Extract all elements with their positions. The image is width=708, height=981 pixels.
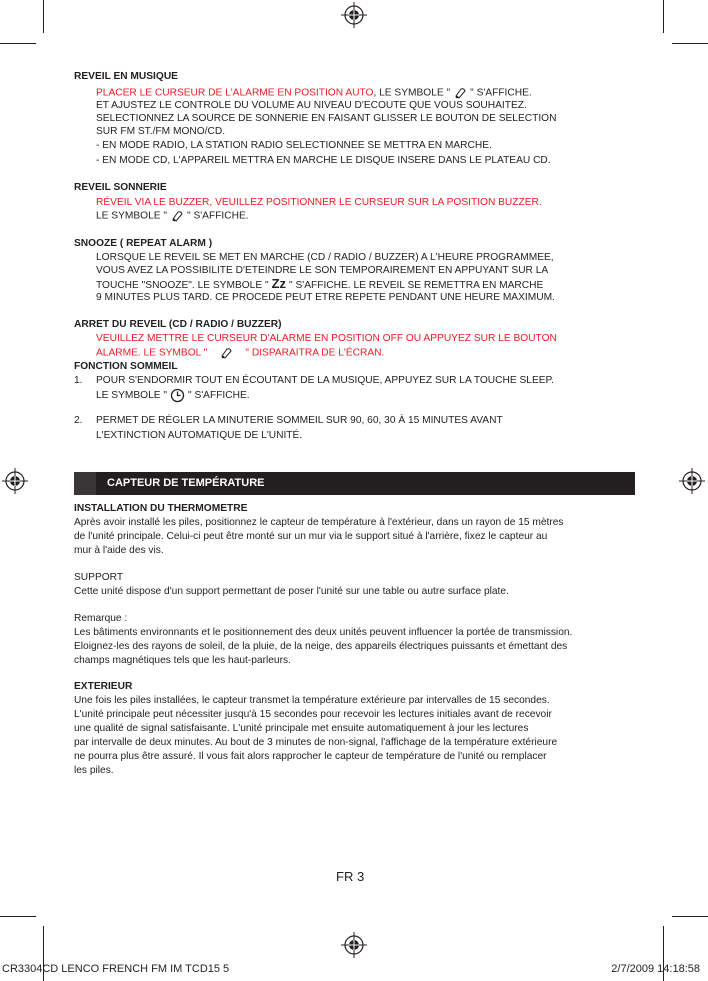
installation-heading: INSTALLATION DU THERMOMETRE xyxy=(74,503,248,514)
reveil-musique-line-4: SUR FM ST./FM MONO/CD. xyxy=(96,126,226,137)
snooze-line-1: LORSQUE LE REVEIL SE MET EN MARCHE (CD / RADIO / BUZZER) A L'HEURE PROGRAMMEE, xyxy=(96,252,554,263)
reveil-musique-line-3: SELECTIONNEZ LA SOURCE DE SONNERIE EN FAISANT GLISSER LE BOUTON DE SELECTION xyxy=(96,113,557,124)
symbol-text: " S'AFFICHE. xyxy=(470,87,532,99)
crop-mark xyxy=(663,0,664,33)
sommeil-heading: FONCTION SOMMEIL xyxy=(74,361,178,372)
registration-mark-icon xyxy=(2,468,28,494)
instruction-red: PLACER LE CURSEUR DE L'ALARME EN POSITION AUTO xyxy=(96,87,374,99)
registration-mark-icon xyxy=(341,2,367,28)
snooze-zz-icon: Zz xyxy=(271,276,287,291)
footer-timestamp: 2/7/2009 14:18:58 xyxy=(611,963,700,975)
registration-mark-icon xyxy=(679,468,705,494)
exterieur-line-3: une qualité de signal satisfaisante. L'unité principale met ensuite automatiquement à jour les lectures xyxy=(74,723,529,734)
exterieur-line-1: Une fois les piles installées, le capteur transmet la température extérieure par intervalles de 15 secondes. xyxy=(74,695,550,706)
bell-icon xyxy=(170,209,184,223)
reveil-musique-line-1 xyxy=(96,86,532,100)
clock-icon xyxy=(170,388,185,403)
sommeil-item-2-number: 2. xyxy=(74,415,83,426)
crop-mark xyxy=(0,916,36,917)
support-line-1: Cette unité dispose d'un support permettant de poser l'unité sur une table ou autre surface plate. xyxy=(74,586,509,597)
snooze-heading: SNOOZE ( REPEAT ALARM ) xyxy=(74,238,213,249)
section-bar-tab xyxy=(74,472,96,495)
arret-line-1: VEUILLEZ METTRE LE CURSEUR D'ALARME EN POSITION OFF OU APPUYEZ SUR LE BOUTON xyxy=(96,333,557,344)
arret-line-2 xyxy=(96,346,384,360)
symbol-text: ALARME. LE SYMBOL " xyxy=(96,347,208,359)
sommeil-item-1-line-2 xyxy=(96,388,250,403)
section-bar xyxy=(74,472,635,495)
reveil-musique-line-5: - EN MODE RADIO, LA STATION RADIO SELECTIONNEE SE METTRA EN MARCHE. xyxy=(96,140,492,151)
reveil-sonnerie-line-2 xyxy=(96,209,249,223)
crop-mark xyxy=(672,916,708,917)
symbol-text: LE SYMBOLE " xyxy=(96,210,167,222)
section-title: CAPTEUR DE TEMPÉRATURE xyxy=(107,477,265,489)
page-number: FR 3 xyxy=(336,869,365,884)
symbol-text: TOUCHE "SNOOZE". LE SYMBOLE " xyxy=(96,280,269,291)
crop-mark xyxy=(0,43,36,44)
reveil-sonnerie-heading: REVEIL SONNERIE xyxy=(74,182,167,193)
exterieur-line-6: les piles. xyxy=(74,765,114,776)
remarque-heading: Remarque : xyxy=(74,613,128,624)
bell-music-icon xyxy=(453,86,467,100)
installation-line-3: mur à l'aide des vis. xyxy=(74,545,164,556)
snooze-line-2: VOUS AVEZ LA POSSIBILITE D'ETEINDRE LE SON TEMPORAIREMENT EN APPUYANT SUR LA xyxy=(96,265,549,276)
installation-line-1: Après avoir installé les piles, positionnez le capteur de température à l'extérieur, dans un rayon de 15 mètres xyxy=(74,517,564,528)
sommeil-item-2-line-1: PERMET DE RÉGLER LA MINUTERIE SOMMEIL SUR 90, 60, 30 À 15 MINUTES AVANT xyxy=(96,415,503,426)
symbol-text: , LE SYMBOLE " xyxy=(373,87,451,99)
reveil-sonnerie-line-1: RÉVEIL VIA LE BUZZER, VEUILLEZ POSITIONNER LE CURSEUR SUR LA POSITION BUZZER. xyxy=(96,197,542,208)
reveil-musique-line-6: - EN MODE CD, L'APPAREIL METTRA EN MARCHE LE DISQUE INSERE DANS LE PLATEAU CD. xyxy=(96,155,551,166)
remarque-line-3: champs magnétiques tels que les haut-parleurs. xyxy=(74,655,291,666)
bell-icon xyxy=(219,346,233,360)
arret-heading: ARRET DU REVEIL (CD / RADIO / BUZZER) xyxy=(74,319,282,330)
sommeil-item-1-number: 1. xyxy=(74,375,83,386)
symbol-text: " S'AFFICHE. xyxy=(187,210,249,222)
sommeil-item-2-line-2: L'EXTINCTION AUTOMATIQUE DE L'UNITÉ. xyxy=(96,430,303,441)
symbol-text: " DISPARAITRA DE L'ÉCRAN. xyxy=(245,347,385,359)
registration-mark-icon xyxy=(341,932,367,958)
crop-mark xyxy=(43,0,44,33)
reveil-musique-heading: REVEIL EN MUSIQUE xyxy=(74,71,178,82)
reveil-musique-line-2: ET AJUSTEZ LE CONTROLE DU VOLUME AU NIVEAU D'ECOUTE QUE VOUS SOUHAITEZ. xyxy=(96,100,527,111)
exterieur-line-4: par intervalle de deux minutes. Au bout de 3 minutes de non-signal, l'affichage de la température extérieure xyxy=(74,737,558,748)
symbol-text: LE SYMBOLE " xyxy=(96,390,167,402)
remarque-line-2: Eloignez-les des rayons de soleil, de la pluie, de la neige, des appareils électriques puissants et émettant des xyxy=(74,641,568,652)
snooze-line-3 xyxy=(96,277,543,292)
installation-line-2: de l'unité principale. Celui-ci peut être monté sur un mur via le support situé à l'arrière, fixez le capteur au xyxy=(74,531,548,542)
exterieur-line-5: ne pourra plus être assuré. Il vous fait alors rapprocher le capteur de température de l'unité ou remplacer xyxy=(74,751,547,762)
support-heading: SUPPORT xyxy=(74,572,124,583)
sommeil-item-1-line-1: POUR S'ENDORMIR TOUT EN ÉCOUTANT DE LA MUSIQUE, APPUYEZ SUR LA TOUCHE SLEEP. xyxy=(96,375,554,386)
exterieur-heading: EXTERIEUR xyxy=(74,681,133,692)
symbol-text: " S'AFFICHE. LE REVEIL SE REMETTRA EN MARCHE xyxy=(289,280,544,291)
crop-mark xyxy=(672,43,708,44)
remarque-line-1: Les bâtiments environnants et le positionnement des deux unités peuvent influencer la portée de transmission. xyxy=(74,627,573,638)
exterieur-line-2: L'unité principale peut nécessiter jusqu'à 15 secondes pour recevoir les lectures initiales avant de recevoir xyxy=(74,709,552,720)
snooze-line-4: 9 MINUTES PLUS TARD. CE PROCEDE PEUT ETRE REPETE PENDANT UNE HEURE MAXIMUM. xyxy=(96,292,555,303)
symbol-text: " S'AFFICHE. xyxy=(188,390,250,402)
footer-file-info: CR3304CD LENCO FRENCH FM IM TCD15 5 xyxy=(2,963,230,975)
